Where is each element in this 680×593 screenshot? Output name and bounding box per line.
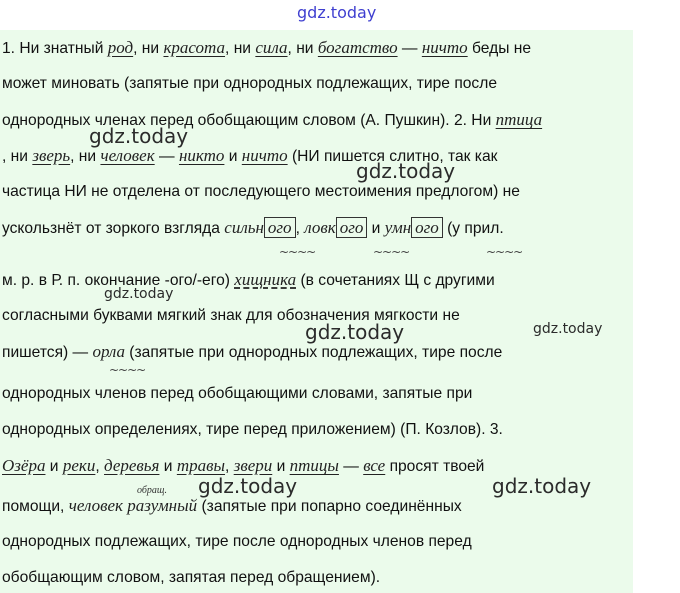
text-fragment: однородных определениях, тире перед приложением) (П. Козлов). 3. (2, 421, 503, 438)
text-fragment: (запятые при однородных подлежащих, тире после (124, 344, 503, 361)
text-line (2, 420, 503, 440)
marked-word: богатство (317, 38, 398, 57)
text-fragment: просят твоей (385, 458, 485, 475)
marked-word: звери (233, 456, 273, 475)
text-fragment: , (295, 220, 305, 237)
text-fragment: беды не (467, 40, 532, 57)
watermark: gdz.today (198, 474, 298, 498)
text-fragment: ускользнёт от зоркого взгляда (2, 220, 225, 237)
text-fragment: пишется) — (2, 344, 93, 361)
marked-word: Озёра (2, 456, 46, 475)
text-line (2, 74, 497, 94)
wave-underline: ~~~~ (279, 245, 316, 259)
marked-word: человек разумный (68, 496, 198, 515)
marked-word: умн (384, 218, 412, 237)
marked-word: орла (92, 342, 125, 361)
marked-word: род (107, 38, 134, 57)
marked-word: птица (495, 110, 543, 129)
marked-word: человек (100, 146, 155, 165)
text-fragment: согласными буквами мягкий знак для обозначения мягкости не (2, 307, 460, 324)
text-fragment: однородных членов перед обобщающими словами, запятые при (2, 385, 473, 402)
text-fragment: 1. Ни знатный (2, 40, 108, 57)
marked-word: сильн (224, 218, 264, 237)
marked-word: деревья (104, 456, 160, 475)
note-obrashch: обращ. (137, 485, 167, 496)
wave-underline: ~~~~ (109, 363, 146, 377)
text-fragment: — (397, 40, 422, 57)
text-fragment: — (154, 148, 179, 165)
watermark: gdz.today (533, 321, 603, 337)
wave-underline: ~~~~ (486, 245, 523, 259)
text-fragment: м. р. в Р. п. окончание -ого/-его) (2, 272, 235, 289)
text-fragment: , ни (133, 40, 164, 57)
marked-word: ого (411, 217, 443, 238)
marked-word: сила (255, 38, 288, 57)
text-fragment: и (224, 148, 242, 165)
text-line (2, 532, 472, 552)
text-fragment: обобщающим словом, запятая перед обращением). (2, 569, 381, 586)
marked-word: ого (264, 217, 296, 238)
text-fragment: , ни (70, 148, 101, 165)
text-fragment: частица НИ не отделена от последующего местоимения предлогом) не (2, 183, 520, 200)
text-line (2, 568, 380, 588)
text-fragment: и (272, 458, 290, 475)
text-line (2, 110, 542, 131)
text-fragment: , ни (2, 148, 33, 165)
text-fragment: (НИ пишется слитно, так как (287, 148, 498, 165)
text-line (2, 38, 531, 59)
watermark: gdz.today (492, 474, 592, 498)
marked-word: травы (176, 456, 226, 475)
text-fragment: помощи, (2, 498, 69, 515)
text-line (2, 384, 472, 404)
text-line (2, 270, 495, 291)
text-fragment: и (159, 458, 177, 475)
text-fragment: (в сочетаниях Щ с другими (296, 272, 495, 289)
marked-word: реки (62, 456, 96, 475)
text-line (2, 342, 502, 363)
text-line (2, 496, 462, 517)
wave-underline: ~~~~ (373, 245, 410, 259)
watermark-top: gdz.today (297, 3, 377, 22)
text-fragment: может миновать (запятые при однородных подлежащих, тире после (2, 75, 498, 92)
answer-panel (0, 30, 633, 593)
marked-word: зверь (32, 146, 71, 165)
text-fragment: , ни (225, 40, 256, 57)
text-fragment: (у прил. (442, 220, 504, 237)
marked-word: ловк (304, 218, 336, 237)
text-fragment: , ни (287, 40, 318, 57)
text-fragment: , (95, 458, 105, 475)
marked-word: хищника (234, 270, 297, 289)
text-fragment: и (45, 458, 63, 475)
watermark: gdz.today (89, 124, 189, 148)
text-fragment: однородных подлежащих, тире после однородных членов перед (2, 533, 472, 550)
watermark: gdz.today (356, 159, 456, 183)
text-fragment: , (225, 458, 234, 475)
watermark: gdz.today (104, 286, 174, 302)
watermark: gdz.today (305, 320, 405, 344)
marked-word: красота (163, 38, 226, 57)
text-line (2, 218, 504, 239)
marked-word: никто (178, 146, 225, 165)
marked-word: ничто (421, 38, 468, 57)
marked-word: ничто (241, 146, 288, 165)
marked-word: птицы (289, 456, 339, 475)
text-fragment: и (367, 220, 385, 237)
text-fragment: — (338, 458, 364, 475)
marked-word: ого (336, 217, 368, 238)
marked-word: все (363, 456, 386, 475)
text-line (2, 182, 520, 202)
text-fragment: однородных членах перед обобщающим словом (А. Пушкин). 2. Ни (2, 112, 496, 129)
text-fragment: (запятые при попарно соединённых (197, 498, 462, 515)
